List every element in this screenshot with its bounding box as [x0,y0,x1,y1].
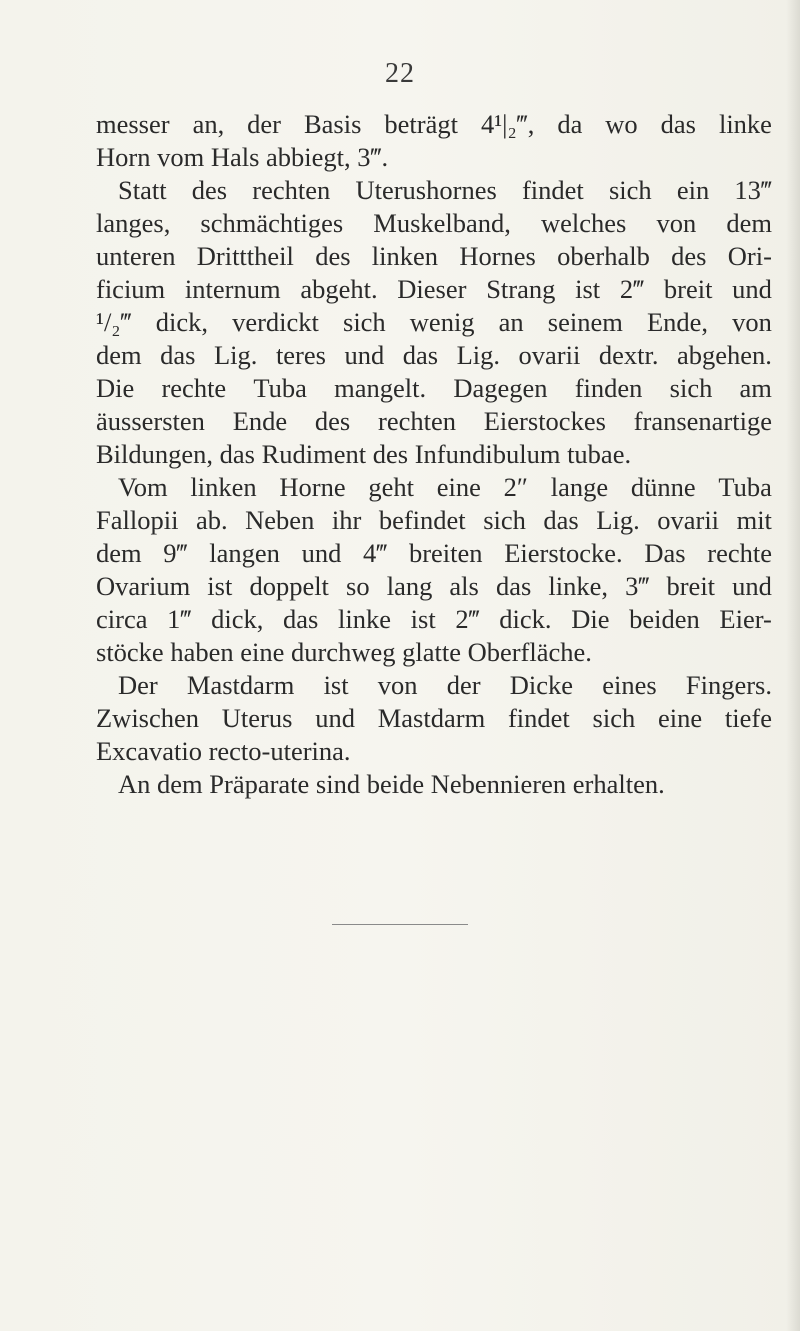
body-text [96,108,772,801]
text-line: An dem Präparate sind beide Nebennieren erhalten. [118,769,665,799]
paragraph [96,108,772,174]
paragraph [96,669,772,768]
text-line: ¹/₂‴ dick, verdickt sich wenig an seinem Ende, von [96,307,772,337]
text-line: Der Mastdarm ist von der Dicke eines Fingers. [118,670,772,700]
paragraph [96,174,772,471]
text-line: Bildungen, das Rudiment des Infundibulum tubae. [96,439,632,469]
text-line: messer an, der Basis beträgt 4¹|₂‴, da wo das linke [96,109,772,139]
text-line: circa 1‴ dick, das linke ist 2‴ dick. Die beiden Eier- [96,604,772,634]
text-line: Statt des rechten Uterushornes findet sich ein 13‴ [118,175,772,205]
text-line: Ovarium ist doppelt so lang als das linke, 3‴ breit und [96,571,772,601]
text-line: dem 9‴ langen und 4‴ breiten Eierstocke. Das rechte [96,538,772,568]
text-line: Excavatio recto-uterina. [96,736,351,766]
text-line: dem das Lig. teres und das Lig. ovarii dextr. abgehen. [96,340,772,370]
text-line: unteren Dritttheil des linken Hornes oberhalb des Ori- [96,241,772,271]
text-line: Vom linken Horne geht eine 2″ lange dünne Tuba [118,472,772,502]
text-line: Fallopii ab. Neben ihr befindet sich das Lig. ovarii mit [96,505,772,535]
text-line: langes, schmächtiges Muskelband, welches von dem [96,208,772,238]
paragraph [96,471,772,669]
text-line: stöcke haben eine durchweg glatte Oberfläche. [96,637,592,667]
page-edge-shadow [786,0,800,1331]
text-line: Zwischen Uterus und Mastdarm findet sich eine tiefe [96,703,772,733]
paragraph [96,768,772,801]
page-number: 22 [385,58,415,89]
footer-rule [332,924,468,925]
text-line: äussersten Ende des rechten Eierstockes fransenartige [96,406,772,436]
text-line: Horn vom Hals abbiegt, 3‴. [96,142,389,172]
text-line: Die rechte Tuba mangelt. Dagegen finden sich am [96,373,772,403]
text-line: ficium internum abgeht. Dieser Strang ist 2‴ breit und [96,274,772,304]
